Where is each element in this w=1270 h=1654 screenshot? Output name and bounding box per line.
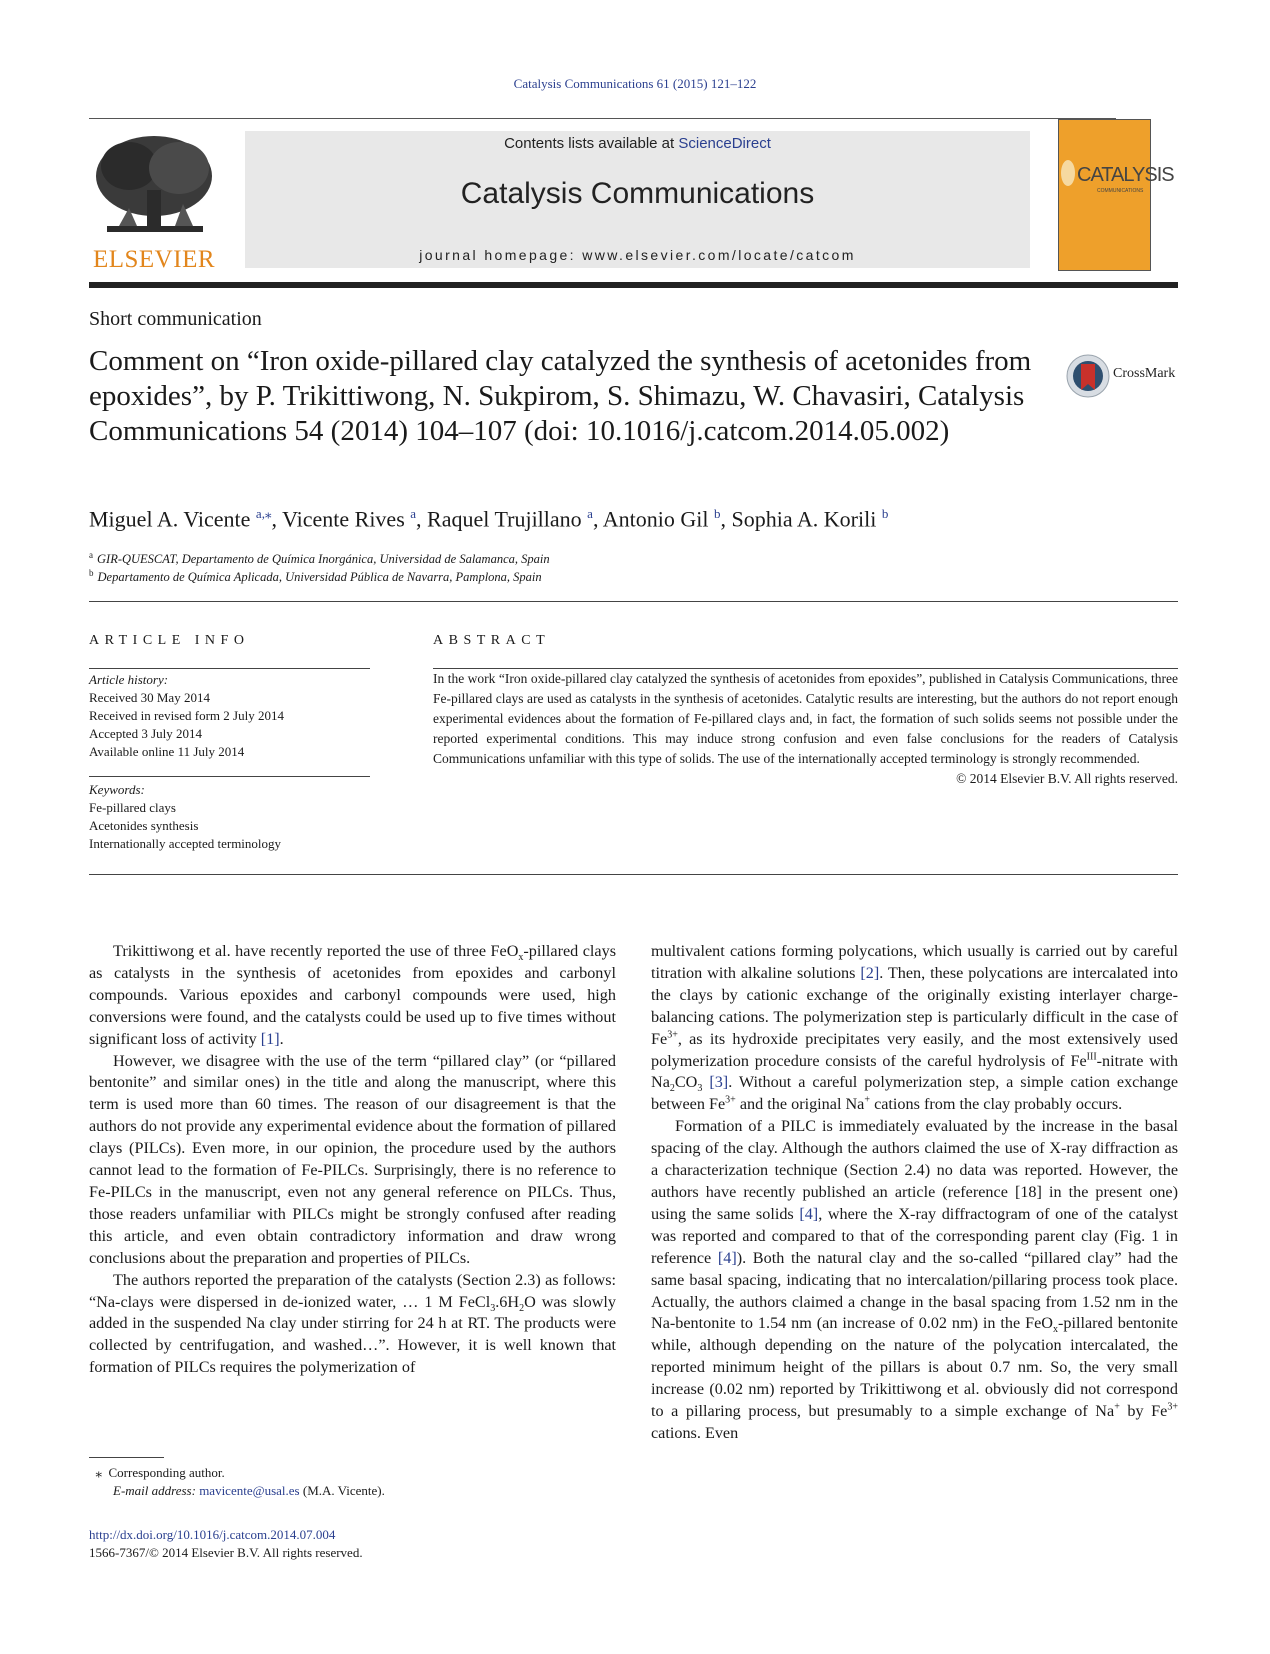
abstract-text: In the work “Iron oxide-pillared clay catalyzed the synthesis of acetonides from epoxides”, published in Catalysis Communications, three Fe-pillared clays are used as catalysts in the synthesis of acetonides. Catalytic results are interesting, but the authors do not report enough experimental evidences about the formation of Fe-pillared clays and, in fact, the formation of such solids seems not possible under the reported experimental conditions. This may induce strong confusion and even false conclusions for the readers of Catalysis Communications unfamiliar with this type of solids. The use of the internationally accepted terminology is strongly recommended.	[433, 671, 1178, 766]
article-title: Comment on “Iron oxide-pillared clay catalyzed the synthesis of acetonides from epoxides”, by P. Trikittiwong, N. Sukpirom, S. Shimazu, W. Chavasiri, Catalysis Communications 54 (2014) 104–107 (doi: 10.1016/j.catcom.2014.05.002)	[89, 345, 1032, 447]
body-column-left	[89, 941, 616, 1379]
author-name: Antonio Gil	[602, 506, 709, 532]
history-label: Article history:	[89, 672, 169, 687]
body-column-right	[651, 941, 1178, 1445]
elsevier-wordmark: ELSEVIER	[92, 246, 216, 273]
affiliation-mark: a	[89, 550, 93, 560]
email-link[interactable]: mavicente@usal.es	[199, 1483, 300, 1498]
author-name: Raquel Trujillano	[427, 506, 582, 532]
author-separator: ,	[592, 506, 603, 532]
affiliation-text: GIR-QUESCAT, Departamento de Química Inorgánica, Universidad de Salamanca, Spain	[97, 552, 550, 567]
reference-link-3[interactable]: [3]	[709, 1073, 729, 1092]
keywords-rule	[89, 776, 370, 777]
article-type: Short communication	[89, 308, 262, 330]
author-name: Vicente Rives	[282, 506, 405, 532]
cover-decoration	[1061, 160, 1075, 186]
received-date: Received 30 May 2014	[89, 690, 210, 705]
author-affiliation-mark[interactable]: a,⁎	[255, 506, 272, 521]
keyword-item: Internationally accepted terminology	[89, 836, 282, 851]
journal-cover-image	[1058, 119, 1174, 271]
issn-line: 1566-7367/© 2014 Elsevier B.V. All rights reserved.	[89, 1545, 363, 1560]
article-info-rule	[89, 668, 370, 669]
keyword-item: Acetonides synthesis	[89, 818, 199, 833]
email-line: E-mail address: mavicente@usal.es (M.A. Vicente).	[113, 1483, 385, 1498]
abstract-body	[433, 669, 1178, 789]
abstract-copyright: © 2014 Elsevier B.V. All rights reserved.	[956, 771, 1178, 786]
body-paragraph-3-continued: multivalent cations forming polycations, which usually is carried out by careful titration with alkaline solutions [2]. Then, these polycations are intercalated into the clays by cationic exchange of the originally existing interlayer charge-balancing cations. The polymerization step is particularly difficult in the case of $Fe^{3+}$, as its hydroxide precipitates very easily, and the most extensively used polymerization procedure consists of the careful hydrolysis of $Fe^{III}$-nitrate with $Na_2CO_3$ [3]. Without a careful polymerization step, a simple cation exchange between $Fe^{3+}$ and the original Na+ cations from the clay probably occurs.	[651, 942, 1179, 1114]
journal-reference-link[interactable]: Catalysis Communications 61 (2015) 121–122	[513, 76, 757, 91]
header-thick-rule	[89, 282, 1178, 288]
affiliation-b	[89, 568, 542, 585]
author-affiliation-mark[interactable]: a	[587, 506, 593, 521]
crossmark-badge[interactable]	[1066, 354, 1176, 400]
reference-link-4b[interactable]: [4]	[717, 1248, 737, 1267]
body-paragraph-4: Formation of a PILC is immediately evaluated by the increase in the basal spacing of the clay. Although the authors claimed the use of X-ray diffraction as a characterization technique (Section 2.4) no data was reported. However, the authors have recently published an article (reference [18] in the present one) using the same solids [4], where the X-ray diffractogram of one of the catalyst was reported and compared to that of the corresponding parent clay (Fig. 1 in reference [4]). Both the natural clay and the so-called “pillared clay” had the same basal spacing, indicating that no intercalation/pillaring process took place. Actually, the authors claimed a change in the basal spacing from 1.52 nm in the Na-bentonite to 1.54 nm (an increase of 0.02 nm) in the FeO$_x$-pillared bentonite while, although depending on the nature of the polycation intercalated, the reported minimum height of the pillars is about 0.7 nm. So, the very small increase (0.02 nm) reported by Trikittiwong et al. obviously did not correspond to a pillaring process, but presumably to a simple exchange of Na+ by $Fe^{3+}$ cations. Even	[651, 1117, 1178, 1442]
author-affiliation-mark[interactable]: b	[713, 506, 721, 521]
corresponding-author-note: ⁎ Corresponding author.	[95, 1465, 225, 1480]
author-name: Sophia A. Korili	[731, 506, 877, 532]
author-affiliation-mark[interactable]: b	[881, 506, 889, 521]
author-name: Miguel A. Vicente	[89, 506, 251, 532]
revised-date: Received in revised form 2 July 2014	[89, 708, 284, 723]
contents-prefix: Contents lists available at	[504, 135, 679, 152]
doi-link[interactable]: http://dx.doi.org/10.1016/j.catcom.2014.07.004	[89, 1527, 336, 1542]
sciencedirect-link[interactable]: ScienceDirect	[678, 135, 771, 152]
body-paragraph-1: Trikittiwong et al. have recently reported the use of three FeO$_x$-pillared clays as catalysts in the synthesis of acetonides from epoxides and carbonyl compounds. Various epoxides and carbonyl compounds were used, high conversions were found, and the catalysts could be used up to five times without significant loss of activity [1].	[89, 942, 617, 1048]
journal-header-box	[245, 131, 1030, 268]
author-list	[89, 506, 888, 532]
journal-homepage-link[interactable]: journal homepage: www.elsevier.com/locate/catcom	[419, 247, 856, 263]
author-separator: ,	[720, 506, 732, 532]
header-top-rule	[89, 118, 1116, 119]
contents-line	[245, 135, 1030, 152]
crossmark-icon	[1066, 354, 1110, 398]
reference-link-4[interactable]: [4]	[799, 1204, 819, 1223]
author-separator: ,	[271, 506, 283, 532]
footnote-rule	[89, 1457, 164, 1458]
abstract-heading: ABSTRACT	[433, 633, 551, 648]
keywords	[89, 781, 281, 853]
divider-top	[89, 601, 1178, 602]
keywords-label: Keywords:	[89, 782, 145, 797]
article-history	[89, 671, 284, 761]
body-paragraph-3: The authors reported the preparation of the catalysts (Section 2.3) as follows: “Na-clays were dispersed in de-ionized water, … 1 M $FeCl_3.6H_2O$ was slowly added in the suspended Na clay under stirring for 24 h at RT. The products were collected by centrifugation, and washed…”. However, it is well known that formation of PILCs requires the polymerization of	[89, 1270, 616, 1377]
affiliation-mark: b	[89, 568, 94, 578]
author-affiliation-mark[interactable]: a	[410, 506, 417, 521]
affiliation-text: Departamento de Química Aplicada, Universidad Pública de Navarra, Pamplona, Spain	[97, 570, 542, 585]
accepted-date: Accepted 3 July 2014	[89, 726, 203, 741]
online-date: Available online 11 July 2014	[89, 744, 245, 759]
journal-name: Catalysis Communications	[460, 177, 815, 210]
reference-link-2[interactable]: [2]	[860, 963, 880, 982]
cover-subtitle: COMMUNICATIONS	[1097, 188, 1144, 194]
divider-bottom	[89, 874, 1178, 875]
affiliation-a	[89, 550, 550, 567]
author-separator: ,	[416, 506, 428, 532]
cover-title: CATALYSIS	[1077, 164, 1174, 186]
body-paragraph-2: However, we disagree with the use of the term “pillared clay” (or “pillared bentonite” and similar ones) in the title and along the manuscript, where this term is used more than 60 times. The reason of our disagreement is that the authors do not provide any experimental evidence about the formation of pillared clays (PILCs). Even more, in our opinion, the procedure used by the authors cannot lead to the formation of Fe-PILCs. Surprisingly, there is no reference to Fe-PILCs in the manuscript, even not any general reference on PILCs. Thus, those readers unfamiliar with PILCs might be strongly confused after reading this article, and even obtain contradictory information and draw wrong conclusions about the preparation and properties of PILCs.	[89, 1051, 616, 1267]
article-info-heading: ARTICLE INFO	[89, 633, 250, 648]
keyword-item: Fe-pillared clays	[89, 800, 176, 815]
footnote	[89, 1464, 385, 1500]
reference-link-1[interactable]: [1]	[260, 1029, 280, 1048]
crossmark-label: CrossMark	[1113, 366, 1176, 381]
